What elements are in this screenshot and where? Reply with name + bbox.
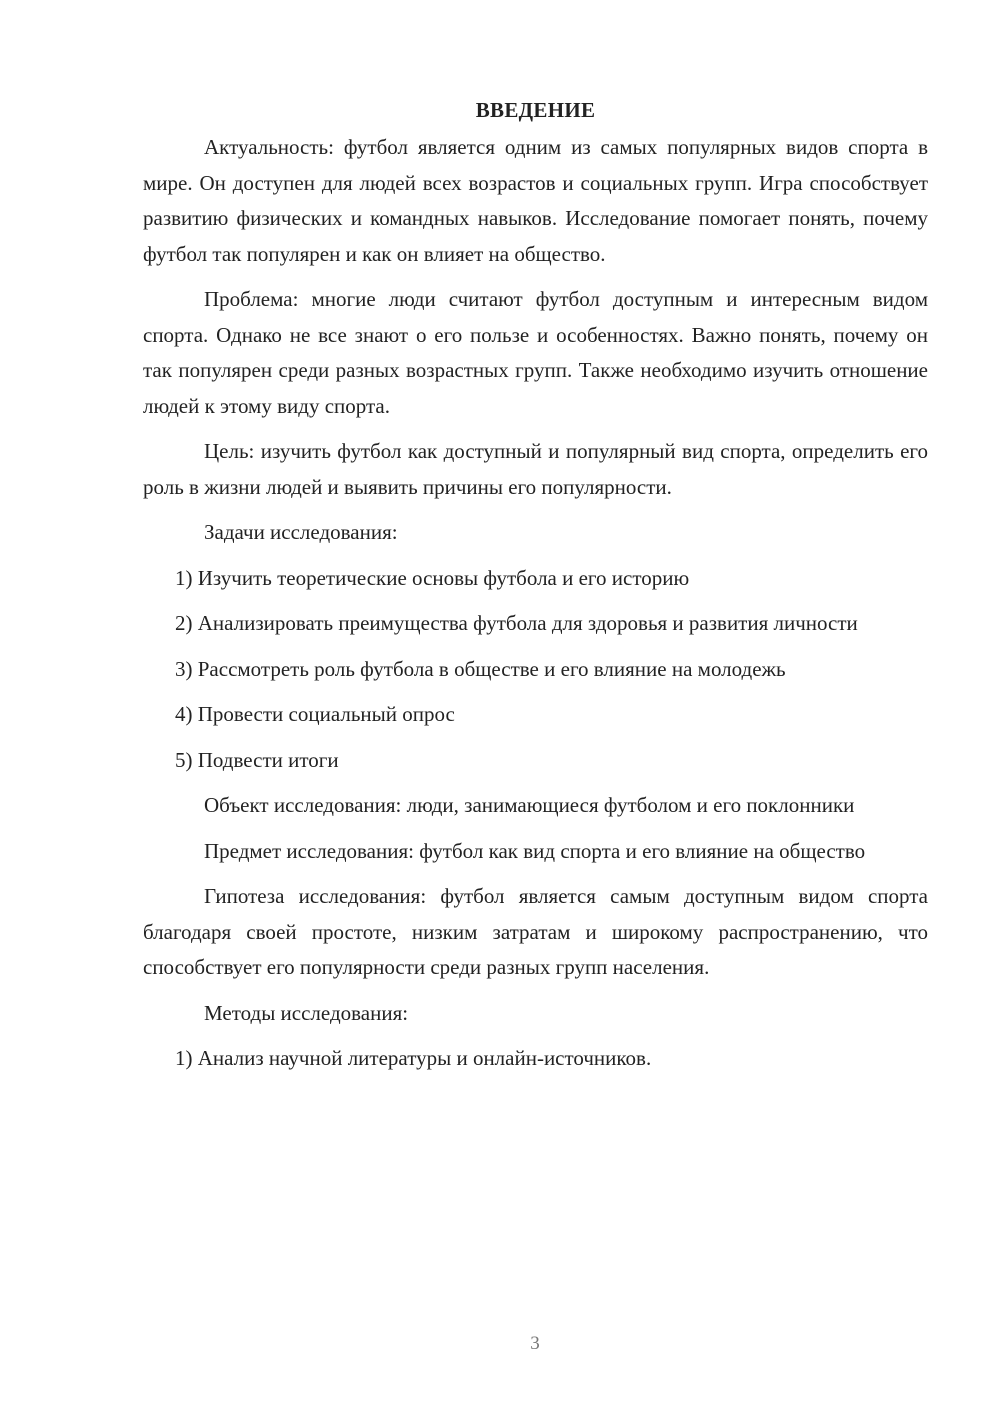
task-item-4: 4) Провести социальный опрос	[175, 702, 455, 726]
method-item-1: 1) Анализ научной литературы и онлайн-источников.	[175, 1046, 652, 1070]
subject-paragraph: Предмет исследования: футбол как вид спорта и его влияние на общество	[204, 838, 866, 863]
relevance-paragraph: Актуальность: футбол является одним из самых популярных видов спорта в мире. Он доступен для людей всех возрастов и социальных групп. Игра способствует развитию физических и командных навыков. Исследование помогает понять, почему футбол так популярен и как он влияет на общество.	[143, 135, 928, 266]
object-paragraph: Объект исследования: люди, занимающиеся футболом и его поклонники	[204, 793, 855, 817]
tasks-heading: Задачи исследования:	[204, 520, 398, 544]
methods-heading: Методы исследования:	[204, 1000, 409, 1025]
document-page	[143, 92, 928, 1087]
task-item-1: 1) Изучить теоретические основы футбола и его историю	[175, 565, 690, 590]
goal-paragraph: Цель: изучить футбол как доступный и популярный вид спорта, определить его роль в жизни людей и выявить причины его популярности.	[143, 439, 928, 499]
task-item-5: 5) Подвести итоги	[175, 747, 339, 772]
hypothesis-paragraph: Гипотеза исследования: футбол является самым доступным видом спорта благодаря своей простоте, низким затратам и широкому распространению, что способствует его популярности среди разных групп населения.	[143, 884, 928, 979]
page-number: 3	[530, 1333, 540, 1354]
task-item-3: 3) Рассмотреть роль футбола в обществе и его влияние на молодежь	[175, 656, 786, 681]
problem-paragraph: Проблема: многие люди считают футбол доступным и интересным видом спорта. Однако не все знают о его пользе и особенностях. Важно понять, почему он так популярен среди разных возрастных групп. Также необходимо изучить отношение людей к этому виду спорта.	[143, 287, 928, 418]
section-title: ВВЕДЕНИЕ	[475, 98, 596, 122]
task-item-2: 2) Анализировать преимущества футбола для здоровья и развития личности	[175, 611, 858, 635]
